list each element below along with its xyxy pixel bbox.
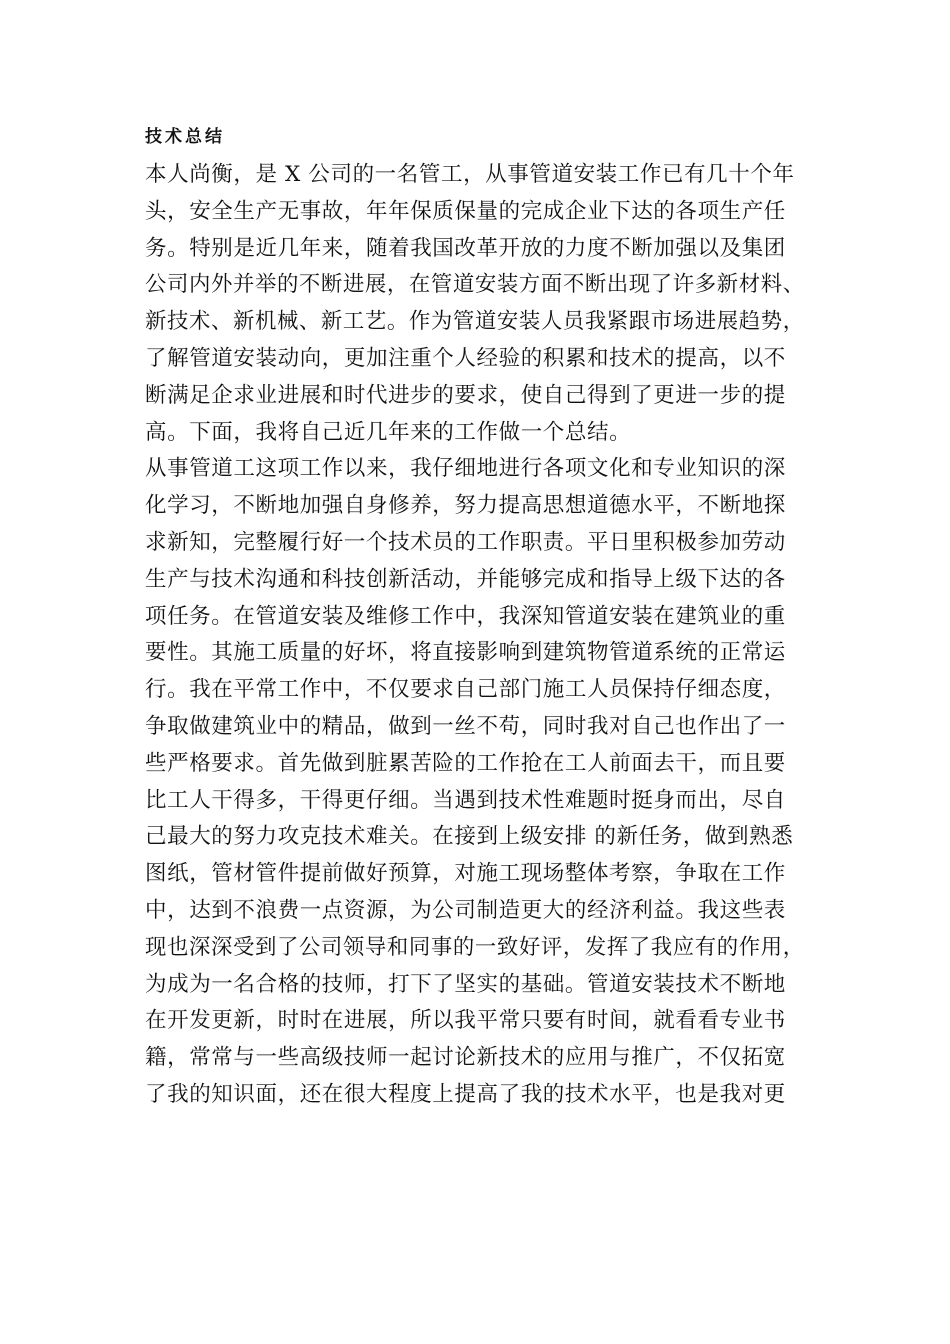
- text-line: 比工人干得多，干得更仔细。当遇到技术性难题时挺身而出，尽自: [145, 787, 786, 813]
- text-line: 头，安全生产无事故，年年保质保量的完成企业下达的各项生产任: [145, 198, 786, 224]
- text-line: 些严格要求。首先做到脏累苦险的工作抢在工人前面去干，而且要: [145, 750, 786, 776]
- text-line: 断满足企求业进展和时代进步的要求，使自己得到了更进一步的提: [145, 382, 786, 408]
- text-line: 图纸，管材管件提前做好预算，对施工现场整体考察，争取在工作: [145, 861, 786, 887]
- text-line: 项任务。在管道安装及维修工作中，我深知管道安装在建筑业的重: [145, 603, 786, 629]
- text-line: 新技术、新机械、新工艺。作为管道安装人员我紧跟市场进展趋势，: [145, 309, 805, 335]
- text-line: 现也深深受到了公司领导和同事的一致好评，发挥了我应有的作用，: [145, 934, 805, 960]
- document-title: 技术总结: [145, 127, 225, 147]
- text-line: 公司内外并举的不断进展，在管道安装方面不断出现了许多新材料、: [145, 272, 805, 298]
- text-line: 为成为一名合格的技师，打下了坚实的基础。管道安装技术不断地: [145, 971, 786, 997]
- text-line: 在开发更新，时时在进展，所以我平常只要有时间，就看看专业书: [145, 1008, 786, 1034]
- text-line: 籍，常常与一些高级技师一起讨论新技术的应用与推广，不仅拓宽: [145, 1045, 786, 1071]
- text-line: 己最大的努力攻克技术难关。在接到上级安排 的新任务，做到熟悉: [145, 824, 794, 850]
- text-line: 求新知，完整履行好一个技术员的工作职责。平日里积极参加劳动: [145, 530, 786, 555]
- text-line: 要性。其施工质量的好坏，将直接影响到建筑物管道系统的正常运: [145, 640, 786, 666]
- text-line: 从事管道工这项工作以来，我仔细地进行各项文化和专业知识的深: [145, 456, 786, 482]
- text-line: 生产与技术沟通和科技创新活动，并能够完成和指导上级下达的各: [145, 566, 786, 592]
- text-line: 务。特别是近几年来，随着我国改革开放的力度不断加强以及集团: [145, 235, 786, 261]
- text-line: 行。我在平常工作中，不仅要求自己部门施工人员保持仔细态度，: [145, 677, 786, 703]
- text-line: 了解管道安装动向，更加注重个人经验的积累和技术的提高，以不: [145, 346, 786, 371]
- text-line: 中，达到不浪费一点资源，为公司制造更大的经济利益。我这些表: [145, 898, 786, 923]
- text-line: 了我的知识面，还在很大程度上提高了我的技术水平，也是我对更: [145, 1082, 786, 1107]
- text-line: 本人尚衡，是 X 公司的一名管工，从事管道安装工作已有几十个年: [145, 162, 795, 187]
- text-line: 争取做建筑业中的精品，做到一丝不苟，同时我对自己也作出了一: [145, 714, 786, 739]
- text-line: 化学习，不断地加强自身修养，努力提高思想道德水平，不断地探: [145, 493, 786, 519]
- text-line: 高。下面，我将自己近几年来的工作做一个总结。: [145, 419, 632, 445]
